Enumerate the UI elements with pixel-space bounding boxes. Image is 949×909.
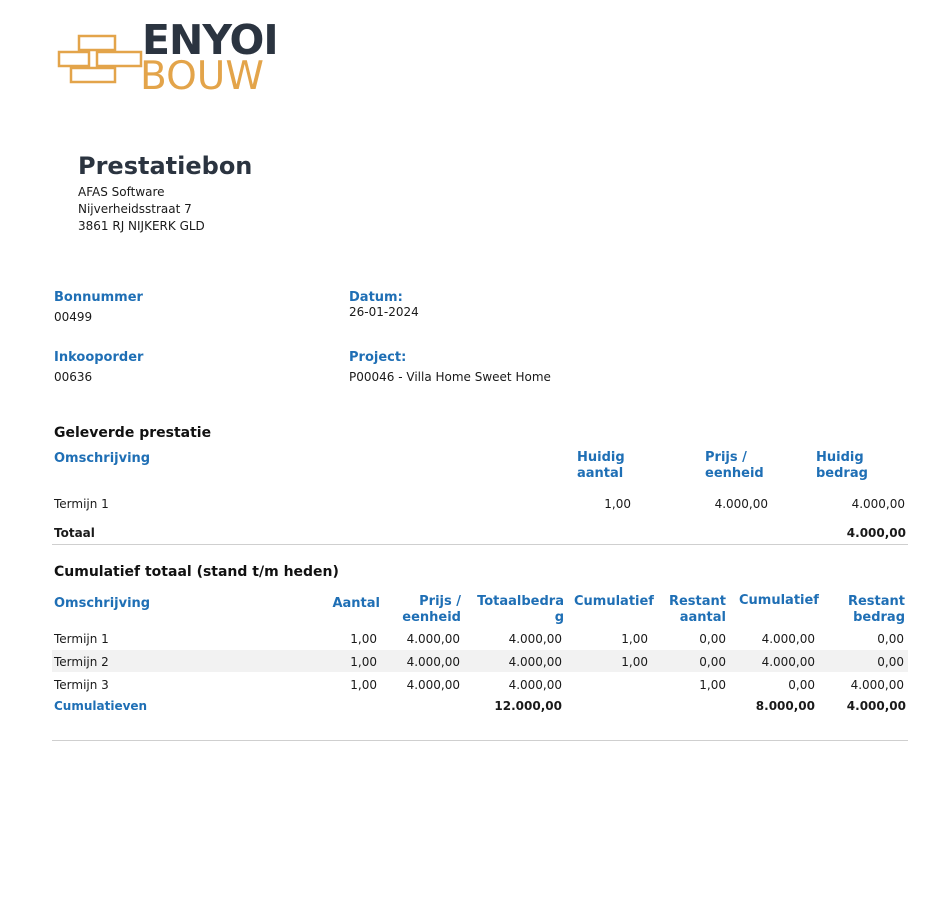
cum-row-2-restant-bedrag: 0,00 bbox=[877, 655, 904, 669]
cum-row-3-omschrijving: Termijn 3 bbox=[54, 678, 109, 692]
geleverd-header-omschrijving: Omschrijving bbox=[54, 451, 151, 466]
geleverd-divider bbox=[52, 544, 908, 545]
cum-header-prijs-line2: eenheid bbox=[402, 610, 461, 625]
cum-header-cumulatief-bedrag: Cumulatief bbox=[739, 593, 819, 608]
geleverd-row-omschrijving: Termijn 1 bbox=[54, 497, 109, 511]
cum-header-totaalbedrag bbox=[472, 594, 564, 626]
geleverd-header-prijs-line1: Prijs / bbox=[705, 450, 747, 465]
geleverd-header-prijs-line2: eenheid bbox=[705, 466, 764, 481]
cum-row-3-totaal: 4.000,00 bbox=[508, 678, 562, 692]
inkooporder-value: 00636 bbox=[54, 370, 93, 384]
geleverd-section-title: Geleverde prestatie bbox=[54, 425, 212, 441]
project-label: Project: bbox=[349, 350, 407, 365]
cum-header-restant-bedrag bbox=[830, 594, 905, 626]
cum-header-restant-aantal-line1: Restant bbox=[668, 594, 726, 609]
cum-header-prijs bbox=[395, 594, 461, 626]
geleverd-header-bedrag-line1: Huidig bbox=[816, 450, 864, 465]
cum-row-2-cumulatief-bedrag: 4.000,00 bbox=[761, 655, 815, 669]
cum-header-omschrijving: Omschrijving bbox=[54, 596, 151, 611]
address-line-city: 3861 RJ NIJKERK GLD bbox=[78, 219, 205, 233]
logo-text-bouw: BOUW bbox=[140, 54, 264, 99]
cum-header-restant-aantal-line2: aantal bbox=[679, 610, 726, 625]
geleverd-header-bedrag bbox=[816, 450, 868, 482]
geleverd-header-bedrag-line2: bedrag bbox=[816, 466, 868, 481]
geleverd-row-aantal: 1,00 bbox=[604, 497, 631, 511]
cum-footer-label: Cumulatieven bbox=[54, 699, 148, 713]
geleverd-header-aantal-line1: Huidig bbox=[577, 450, 625, 465]
cum-header-prijs-line1: Prijs / bbox=[419, 594, 461, 609]
cum-row-3-restant-bedrag: 4.000,00 bbox=[850, 678, 904, 692]
project-value: P00046 - Villa Home Sweet Home bbox=[349, 370, 551, 384]
datum-label: Datum: bbox=[349, 290, 403, 305]
inkooporder-label: Inkooporder bbox=[54, 350, 144, 365]
cum-header-cumulatief: Cumulatief bbox=[574, 594, 654, 609]
bonnummer-label: Bonnummer bbox=[54, 290, 143, 305]
cum-row-3-restant-aantal: 1,00 bbox=[699, 678, 726, 692]
geleverd-totaal-label: Totaal bbox=[54, 526, 95, 540]
cum-row-1-aantal: 1,00 bbox=[350, 632, 377, 646]
cum-row-1-omschrijving: Termijn 1 bbox=[54, 632, 109, 646]
cum-row-2-omschrijving: Termijn 2 bbox=[54, 655, 109, 669]
cumulatief-section-title: Cumulatief totaal (stand t/m heden) bbox=[54, 564, 339, 580]
cum-row-1-restant-aantal: 0,00 bbox=[699, 632, 726, 646]
geleverd-header-aantal-line2: aantal bbox=[577, 466, 624, 481]
bottom-divider bbox=[52, 740, 908, 741]
cum-row-2-totaal: 4.000,00 bbox=[508, 655, 562, 669]
cum-header-totaalbedrag-line1: Totaalbedra bbox=[477, 594, 564, 609]
cum-header-totaalbedrag-line2: g bbox=[554, 610, 564, 625]
cum-row-2-cumulatief: 1,00 bbox=[621, 655, 648, 669]
cum-row-1-totaal: 4.000,00 bbox=[508, 632, 562, 646]
cum-row-2-restant-aantal: 0,00 bbox=[699, 655, 726, 669]
datum-value: 26-01-2024 bbox=[349, 305, 419, 319]
geleverd-totaal-value: 4.000,00 bbox=[846, 526, 906, 540]
brick-logo-icon bbox=[57, 30, 147, 100]
bonnummer-value: 00499 bbox=[54, 310, 93, 324]
address-line-street: Nijverheidsstraat 7 bbox=[78, 202, 192, 216]
geleverd-header-aantal bbox=[577, 450, 625, 482]
document-title: Prestatiebon bbox=[78, 152, 253, 180]
geleverd-row-bedrag: 4.000,00 bbox=[851, 497, 905, 511]
cum-footer-cumulatief-bedrag: 8.000,00 bbox=[755, 699, 815, 713]
geleverd-row-prijs: 4.000,00 bbox=[714, 497, 768, 511]
cum-row-3-cumulatief-bedrag: 0,00 bbox=[788, 678, 815, 692]
address-line-company: AFAS Software bbox=[78, 185, 165, 199]
cum-row-1-cumulatief: 1,00 bbox=[621, 632, 648, 646]
cum-header-restant-aantal bbox=[660, 594, 726, 626]
cum-footer-restant-bedrag: 4.000,00 bbox=[846, 699, 906, 713]
cum-row-3-prijs: 4.000,00 bbox=[406, 678, 460, 692]
cum-footer-totaal: 12.000,00 bbox=[494, 699, 562, 713]
cum-row-2-aantal: 1,00 bbox=[350, 655, 377, 669]
cum-row-1-prijs: 4.000,00 bbox=[406, 632, 460, 646]
cum-header-aantal: Aantal bbox=[332, 596, 380, 611]
cum-row-1-cumulatief-bedrag: 4.000,00 bbox=[761, 632, 815, 646]
geleverd-header-prijs bbox=[705, 450, 764, 482]
logo-text-enyoi: ENYOI bbox=[142, 16, 278, 64]
cum-row-3-aantal: 1,00 bbox=[350, 678, 377, 692]
cum-header-restant-bedrag-line2: bedrag bbox=[853, 610, 905, 625]
cum-row-2-prijs: 4.000,00 bbox=[406, 655, 460, 669]
cum-header-restant-bedrag-line1: Restant bbox=[847, 594, 905, 609]
cum-row-1-restant-bedrag: 0,00 bbox=[877, 632, 904, 646]
